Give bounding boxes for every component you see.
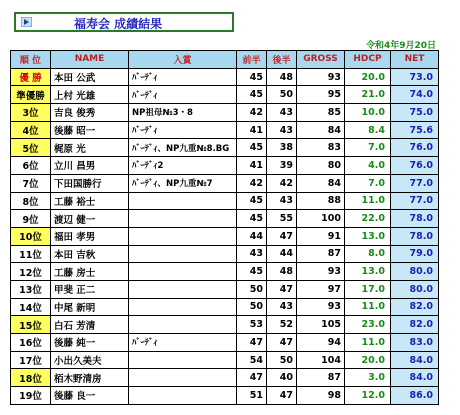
player-name: 吉良 俊秀 (51, 104, 129, 122)
results-table (10, 50, 439, 405)
prize-cell (129, 245, 237, 263)
event-date: 令和4年9月20日 (365, 41, 436, 51)
col-hdcp: HDCP (345, 51, 391, 69)
out-score: 42 (237, 104, 267, 122)
net-score: 74.0 (391, 86, 439, 104)
rank-cell: 14位 (11, 298, 51, 316)
rank-cell: 準優勝 (11, 86, 51, 104)
col-in: 後半 (267, 51, 297, 69)
rank-cell: 18位 (11, 369, 51, 387)
out-score: 45 (237, 263, 267, 281)
player-name: 白石 芳清 (51, 316, 129, 334)
net-score: 76.0 (391, 139, 439, 157)
rank-cell: 7位 (11, 174, 51, 192)
player-name: 工藤 裕士 (51, 192, 129, 210)
net-score: 82.0 (391, 316, 439, 334)
in-score: 43 (267, 121, 297, 139)
hdcp-cell: 3.0 (345, 369, 391, 387)
table-row (11, 263, 439, 281)
in-score: 47 (267, 280, 297, 298)
gross-score: 80 (297, 157, 345, 175)
gross-score: 104 (297, 351, 345, 369)
in-score: 52 (267, 316, 297, 334)
rank-cell: 13位 (11, 280, 51, 298)
gross-score: 95 (297, 86, 345, 104)
gross-score: 93 (297, 263, 345, 281)
hdcp-cell: 11.0 (345, 334, 391, 352)
prize-cell: ﾊﾞｰﾃﾞｨ2 (129, 157, 237, 175)
hdcp-cell: 20.0 (345, 351, 391, 369)
out-score: 54 (237, 351, 267, 369)
gross-score: 94 (297, 334, 345, 352)
hdcp-cell: 7.0 (345, 139, 391, 157)
out-score: 41 (237, 157, 267, 175)
rank-cell: 12位 (11, 263, 51, 281)
rank-cell: 10位 (11, 227, 51, 245)
player-name: 中尾 新明 (51, 298, 129, 316)
player-name: 上村 光雄 (51, 86, 129, 104)
player-name: 梶原 光 (51, 139, 129, 157)
net-score: 73.0 (391, 68, 439, 86)
player-name: 立川 昌男 (51, 157, 129, 175)
in-score: 44 (267, 245, 297, 263)
prize-cell: ﾊﾞｰﾃﾞｨ (129, 121, 237, 139)
out-score: 45 (237, 86, 267, 104)
player-name: 渡辺 健一 (51, 210, 129, 228)
net-score: 80.0 (391, 263, 439, 281)
out-score: 51 (237, 387, 267, 405)
prize-cell (129, 227, 237, 245)
out-score: 45 (237, 210, 267, 228)
hdcp-cell: 23.0 (345, 316, 391, 334)
rank-cell: 15位 (11, 316, 51, 334)
header-row (11, 51, 439, 69)
prize-cell (129, 280, 237, 298)
in-score: 43 (267, 298, 297, 316)
prize-cell (129, 369, 237, 387)
in-score: 43 (267, 192, 297, 210)
in-score: 47 (267, 227, 297, 245)
net-score: 78.0 (391, 210, 439, 228)
page-title: 福寿会 成績結果 (74, 17, 163, 31)
net-score: 79.0 (391, 245, 439, 263)
out-score: 41 (237, 121, 267, 139)
rank-cell: 11位 (11, 245, 51, 263)
net-score: 75.0 (391, 104, 439, 122)
gross-score: 93 (297, 298, 345, 316)
gross-score: 85 (297, 104, 345, 122)
hdcp-cell: 11.0 (345, 192, 391, 210)
player-name: 後藤 良一 (51, 387, 129, 405)
out-score: 47 (237, 369, 267, 387)
prize-cell: ﾊﾞｰﾃﾞｨ、NP九重№8.BG (129, 139, 237, 157)
prize-cell: ﾊﾞｰﾃﾞｨ (129, 86, 237, 104)
table-row (11, 369, 439, 387)
hdcp-cell: 20.0 (345, 68, 391, 86)
out-score: 43 (237, 245, 267, 263)
net-score: 84.0 (391, 369, 439, 387)
gross-score: 84 (297, 121, 345, 139)
hdcp-cell: 13.0 (345, 227, 391, 245)
rank-cell: 6位 (11, 157, 51, 175)
out-score: 50 (237, 298, 267, 316)
col-prize: 入賞 (129, 51, 237, 69)
out-score: 50 (237, 280, 267, 298)
in-score: 40 (267, 369, 297, 387)
table-row (11, 192, 439, 210)
rank-cell: 9位 (11, 210, 51, 228)
player-name: 後藤 昭一 (51, 121, 129, 139)
prize-cell (129, 298, 237, 316)
rank-cell: 優 勝 (11, 68, 51, 86)
prize-cell: ﾊﾞｰﾃﾞｨ (129, 334, 237, 352)
player-name: 本田 公武 (51, 68, 129, 86)
table-row (11, 351, 439, 369)
rank-cell: 16位 (11, 334, 51, 352)
net-score: 76.0 (391, 157, 439, 175)
prize-cell: ﾊﾞｰﾃﾞｨ、NP九重№7 (129, 174, 237, 192)
table-row (11, 227, 439, 245)
in-score: 42 (267, 174, 297, 192)
player-name: 福田 孝男 (51, 227, 129, 245)
table-row (11, 157, 439, 175)
gross-score: 93 (297, 68, 345, 86)
rank-cell: 4位 (11, 121, 51, 139)
table-row (11, 316, 439, 334)
rank-cell: 8位 (11, 192, 51, 210)
out-score: 42 (237, 174, 267, 192)
net-score: 82.0 (391, 298, 439, 316)
prize-cell (129, 210, 237, 228)
in-score: 48 (267, 68, 297, 86)
net-score: 77.0 (391, 174, 439, 192)
rank-cell: 3位 (11, 104, 51, 122)
player-name: 後藤 純一 (51, 334, 129, 352)
col-net: NET (391, 51, 439, 69)
title-box (14, 12, 234, 32)
prize-cell (129, 263, 237, 281)
net-score: 75.6 (391, 121, 439, 139)
gross-score: 105 (297, 316, 345, 334)
table-row (11, 387, 439, 405)
hdcp-cell: 12.0 (345, 387, 391, 405)
out-score: 53 (237, 316, 267, 334)
net-score: 83.0 (391, 334, 439, 352)
net-score: 77.0 (391, 192, 439, 210)
results-body (11, 68, 439, 404)
table-row (11, 298, 439, 316)
in-score: 50 (267, 351, 297, 369)
hdcp-cell: 11.0 (345, 298, 391, 316)
rank-cell: 19位 (11, 387, 51, 405)
hdcp-cell: 10.0 (345, 104, 391, 122)
hdcp-cell: 21.0 (345, 86, 391, 104)
prize-cell (129, 351, 237, 369)
rank-cell: 5位 (11, 139, 51, 157)
net-score: 86.0 (391, 387, 439, 405)
in-score: 55 (267, 210, 297, 228)
in-score: 48 (267, 263, 297, 281)
prize-cell (129, 387, 237, 405)
play-icon (21, 17, 32, 27)
gross-score: 87 (297, 369, 345, 387)
hdcp-cell: 22.0 (345, 210, 391, 228)
prize-cell (129, 316, 237, 334)
rank-cell: 17位 (11, 351, 51, 369)
player-name: 工藤 房士 (51, 263, 129, 281)
hdcp-cell: 4.0 (345, 157, 391, 175)
player-name: 栢木野清房 (51, 369, 129, 387)
player-name: 小出久美夫 (51, 351, 129, 369)
net-score: 78.0 (391, 227, 439, 245)
in-score: 38 (267, 139, 297, 157)
player-name: 甲斐 正二 (51, 280, 129, 298)
gross-score: 97 (297, 280, 345, 298)
in-score: 50 (267, 86, 297, 104)
net-score: 84.0 (391, 351, 439, 369)
table-row (11, 334, 439, 352)
table-row (11, 68, 439, 86)
in-score: 39 (267, 157, 297, 175)
hdcp-cell: 8.4 (345, 121, 391, 139)
prize-cell: ﾊﾞｰﾃﾞｨ (129, 68, 237, 86)
col-out: 前半 (237, 51, 267, 69)
in-score: 47 (267, 334, 297, 352)
gross-score: 87 (297, 245, 345, 263)
player-name: 下田国勝行 (51, 174, 129, 192)
gross-score: 88 (297, 192, 345, 210)
in-score: 43 (267, 104, 297, 122)
hdcp-cell: 7.0 (345, 174, 391, 192)
prize-cell: NP祖母№3・8 (129, 104, 237, 122)
table-row (11, 86, 439, 104)
gross-score: 84 (297, 174, 345, 192)
hdcp-cell: 8.0 (345, 245, 391, 263)
hdcp-cell: 17.0 (345, 280, 391, 298)
prize-cell (129, 192, 237, 210)
gross-score: 83 (297, 139, 345, 157)
col-rank: 順 位 (11, 51, 51, 69)
out-score: 45 (237, 139, 267, 157)
gross-score: 100 (297, 210, 345, 228)
out-score: 45 (237, 192, 267, 210)
hdcp-cell: 13.0 (345, 263, 391, 281)
table-row (11, 139, 439, 157)
col-gross: GROSS (297, 51, 345, 69)
table-row (11, 210, 439, 228)
net-score: 80.0 (391, 280, 439, 298)
out-score: 47 (237, 334, 267, 352)
out-score: 44 (237, 227, 267, 245)
table-row (11, 104, 439, 122)
gross-score: 91 (297, 227, 345, 245)
table-row (11, 245, 439, 263)
table-row (11, 121, 439, 139)
table-row (11, 280, 439, 298)
col-name: NAME (51, 51, 129, 69)
table-row (11, 174, 439, 192)
player-name: 本田 吉秋 (51, 245, 129, 263)
gross-score: 98 (297, 387, 345, 405)
in-score: 47 (267, 387, 297, 405)
out-score: 45 (237, 68, 267, 86)
